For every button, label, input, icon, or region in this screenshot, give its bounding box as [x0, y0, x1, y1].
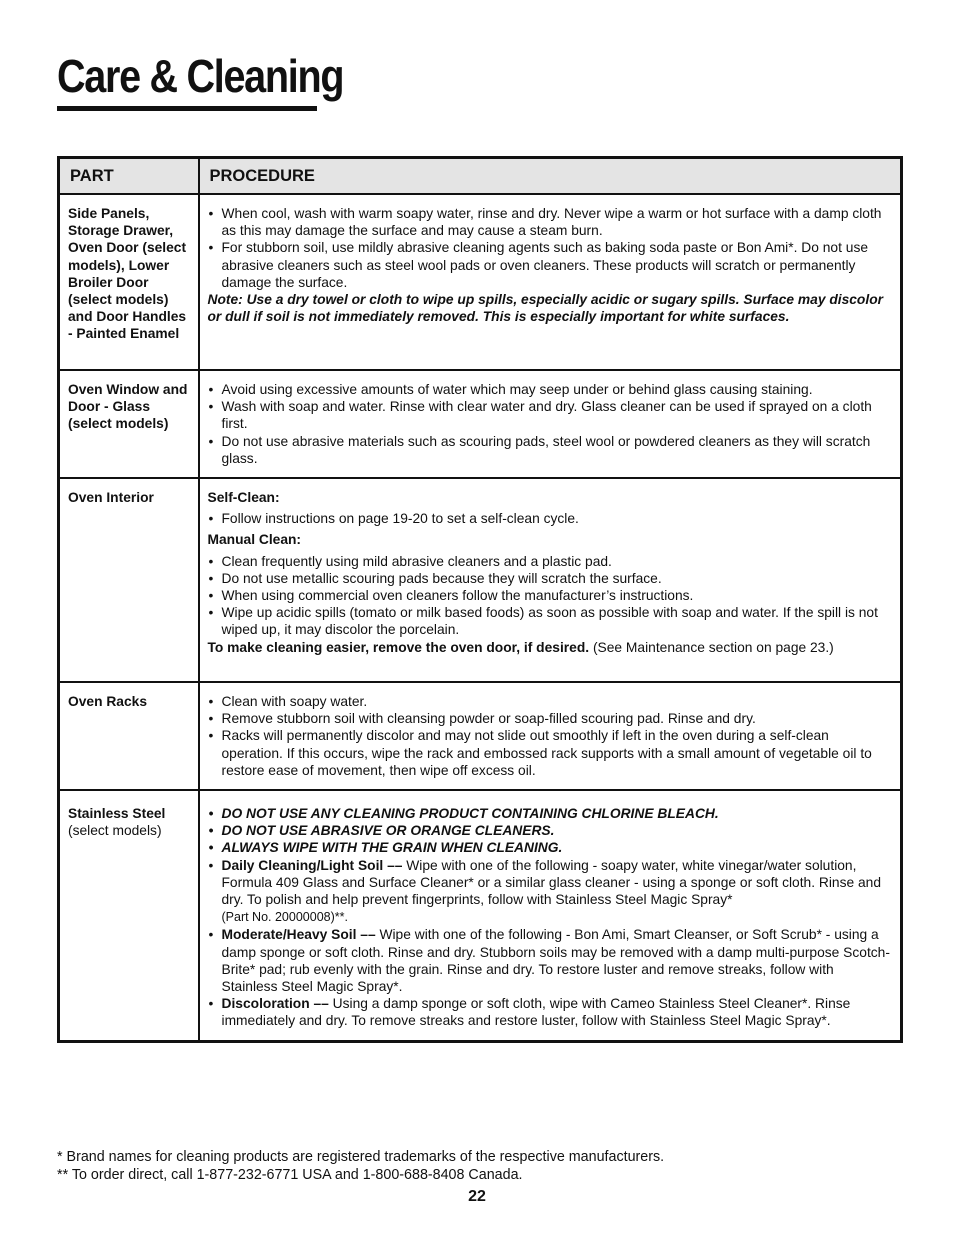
- list-item: • When cool, wash with warm soapy water, rinse and dry. Never wipe a warm or hot surface with a damp cloth as this may damage the surface and may cause a steam burn.: [208, 205, 891, 239]
- list-item: [208, 857, 891, 927]
- procedure-cell: [199, 194, 902, 370]
- door-removal-tip-reference: (See Maintenance section on page 23.): [589, 639, 834, 655]
- list-item: • Follow instructions on page 19-20 to set a self-clean cycle.: [208, 510, 891, 527]
- procedure-cell: [199, 790, 902, 1041]
- list-item: • Remove stubborn soil with cleansing powder or soap-filled scouring pad. Rinse and dry.: [208, 710, 891, 727]
- part-name: Oven Racks: [68, 694, 147, 710]
- warning-item: • DO NOT USE ABRASIVE OR ORANGE CLEANERS.: [208, 822, 891, 839]
- table-header-row: [59, 158, 902, 195]
- warning-item: • ALWAYS WIPE WITH THE GRAIN WHEN CLEANING.: [208, 839, 891, 856]
- procedure-cell: [199, 682, 902, 790]
- list-item: [208, 926, 891, 995]
- item-text: Wipe with one of the following - Bon Ami, Smart Cleanser, or Soft Scrub* - using a damp sponge or soft cloth. Rinse and dry. Stubborn soils may be removed with a damp multi-purpose Scotch-Brite* pad; rub evenly with the grain. Rinse and dry. To restore luster and remove streaks, follow with Stainless Steel Magic Spray*.: [221, 927, 890, 995]
- list-item: • Wash with soap and water. Rinse with clear water and dry. Glass cleaner can be used if sprayed on a cloth first.: [208, 398, 891, 432]
- manual-clean-list: [208, 553, 891, 639]
- list-item: • Do not use metallic scouring pads because they will scratch the surface.: [208, 570, 891, 587]
- column-header-part: PART: [59, 158, 199, 195]
- footnote-trademarks: * Brand names for cleaning products are registered trademarks of the respective manufacturers.: [57, 1149, 665, 1165]
- part-name: Oven Window and Door - Glass (select models): [68, 382, 188, 432]
- procedure-cell: [199, 478, 902, 682]
- page-number: 22: [468, 1188, 486, 1205]
- procedure-cell: [199, 370, 902, 478]
- warning-list: [208, 805, 891, 1030]
- item-label: Daily Cleaning/Light Soil ––: [221, 857, 403, 873]
- procedure-note: Note: Use a dry towel or cloth to wipe up spills, especially acidic or sugary spills. Surface may discolor or dull if soil is not immediately removed. This is especially important for white surfaces.: [207, 292, 883, 325]
- list-item: • Do not use abrasive materials such as scouring pads, steel wool or powdered cleaners as they will scratch glass.: [208, 433, 891, 467]
- list-item: • Wipe up acidic spills (tomato or milk based foods) as soon as possible with soap and water. If the spill is not wiped up, it may discolor the porcelain.: [208, 604, 891, 638]
- part-cell: [59, 194, 199, 370]
- door-removal-tip-bold: To make cleaning easier, remove the oven door, if desired.: [207, 639, 590, 655]
- part-cell: [59, 370, 199, 478]
- footnote-order-direct: ** To order direct, call 1-877-232-6771 USA and 1-800-688-8408 Canada.: [57, 1167, 523, 1183]
- door-removal-tip: [208, 639, 891, 656]
- part-cell: [59, 790, 199, 1041]
- table-row: [59, 370, 902, 478]
- list-item: • For stubborn soil, use mildly abrasive cleaning agents such as baking soda paste or Bon Ami*. Do not use abrasive cleaners such as steel wool pads or oven cleaners. These products will scratch or permanently damage the surface.: [208, 239, 891, 291]
- part-cell: [59, 682, 199, 790]
- list-item: • Clean with soapy water.: [208, 693, 891, 710]
- part-qualifier: (select models): [68, 823, 162, 839]
- part-number-note: (Part No. 20000008)**.: [221, 910, 348, 925]
- page-title: Care & Cleaning: [57, 50, 344, 102]
- care-cleaning-table: [57, 156, 903, 1043]
- table-row: [59, 682, 902, 790]
- part-name: Oven Interior: [68, 490, 154, 506]
- list-item: • When using commercial oven cleaners follow the manufacturer’s instructions.: [208, 587, 891, 604]
- procedure-list: [208, 205, 891, 291]
- part-name: Side Panels, Storage Drawer, Oven Door (select models), Lower Broiler Door (select models) and Door Handles - Painted Enamel: [68, 206, 187, 342]
- item-text: Wipe with one of the following - soapy water, white vinegar/water solution, Formula 409 Glass and Surface Cleaner* or a similar glass cleaner - using a sponge or soft cloth. Rinse and dry. To polish and help prevent fingerprints, follow with Stainless Steel Magic Spray*: [221, 857, 882, 908]
- item-text: Using a damp sponge or soft cloth, wipe with Cameo Stainless Steel Cleaner*. Rinse immediately and dry. To remove streaks and restore luster, follow with Stainless Steel Magic Spray*.: [221, 996, 851, 1029]
- table-row: [59, 478, 902, 682]
- item-label: Moderate/Heavy Soil ––: [221, 927, 376, 943]
- self-clean-heading: Self-Clean:: [207, 490, 280, 506]
- part-name: Stainless Steel: [68, 806, 166, 822]
- part-cell: [59, 478, 199, 682]
- list-item: [208, 995, 891, 1029]
- list-item: • Racks will permanently discolor and may not slide out smoothly if left in the oven during a self-clean operation. If this occurs, wipe the rack and embossed rack supports with a small amount of vegetable oil to restore ease of movement, then wipe off excess oil.: [208, 727, 891, 779]
- column-header-procedure: PROCEDURE: [199, 158, 902, 195]
- list-item: • Avoid using excessive amounts of water which may seep under or behind glass causing staining.: [208, 381, 891, 398]
- warning-item: • DO NOT USE ANY CLEANING PRODUCT CONTAINING CHLORINE BLEACH.: [208, 805, 891, 822]
- procedure-list: [208, 381, 891, 467]
- item-label: Discoloration ––: [221, 996, 329, 1012]
- self-clean-list: [208, 510, 891, 527]
- table-row: [59, 194, 902, 370]
- title-underline: [57, 106, 317, 111]
- list-item: • Clean frequently using mild abrasive cleaners and a plastic pad.: [208, 553, 891, 570]
- footnotes: [57, 1148, 664, 1184]
- manual-clean-heading: Manual Clean:: [207, 532, 302, 548]
- table-row: [59, 790, 902, 1041]
- procedure-list: [208, 693, 891, 779]
